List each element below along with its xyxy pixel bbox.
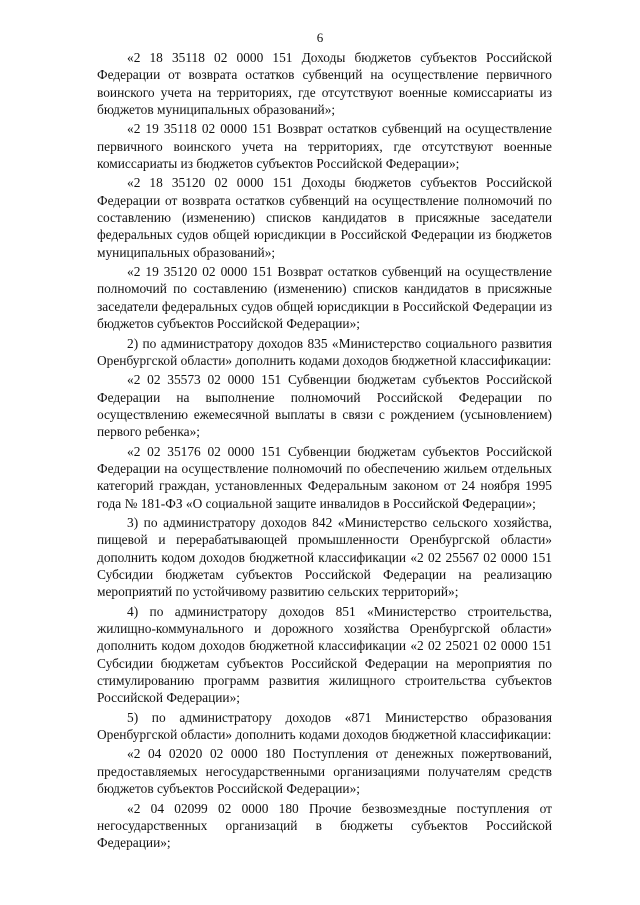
- paragraph: «2 02 35573 02 0000 151 Субвенции бюджетам субъектов Российской Федерации на выполнение полномочий Российской Федерации по осуществлению ежемесячной выплаты в связи с рождением (усыновлением) первого ребенка»;: [97, 372, 552, 440]
- paragraph: «2 18 35118 02 0000 151 Доходы бюджетов субъектов Российской Федерации от возврата остатков субвенций на осуществление первичного воинского учета на территориях, где отсутствуют военные комиссариаты из бюджетов муниципальных образований»;: [97, 50, 552, 117]
- paragraph: «2 19 35118 02 0000 151 Возврат остатков субвенций на осуществление первичного воинского учета на территориях, где отсутствуют военные комиссариаты из бюджетов субъектов Российской Федерации»;: [97, 121, 552, 171]
- page-number: 6: [316, 30, 324, 45]
- paragraph: 2) по администратору доходов 835 «Министерство социального развития Оренбургской области» дополнить кодами доходов бюджетной классификации:: [97, 335, 552, 368]
- paragraph: «2 18 35120 02 0000 151 Доходы бюджетов субъектов Российской Федерации от возврата остатков субвенций на осуществление полномочий по составлению (изменению) списков кандидатов в присяжные заседатели федеральных судов общей юрисдикции в Российской Федерации из бюджетов муниципальных образований»;: [97, 175, 552, 260]
- paragraph: 5) по администратору доходов «871 Министерство образования Оренбургской области» дополнить кодами доходов бюджетной классификации:: [97, 709, 552, 742]
- paragraph: «2 04 02099 02 0000 180 Прочие безвозмездные поступления от негосударственных организаций в бюджеты субъектов Российской Федерации»;: [97, 800, 552, 851]
- paragraph: 3) по администратору доходов 842 «Министерство сельского хозяйства, пищевой и перерабатывающей промышленности Оренбургской области» дополнить кодом доходов бюджетной классификации «2 02 25567 02 0000 151 Субсидии бюджетам субъектов Российской Федерации на реализацию мероприятий по устойчивому развитию сельских территорий»;: [97, 515, 552, 600]
- document-body: [97, 49, 552, 854]
- paragraph: 4) по администратору доходов 851 «Министерство строительства, жилищно-коммунального и дорожного хозяйства Оренбургской области» дополнить кодом доходов бюджетной классификации «2 02 25021 02 0000 151 Субсидии бюджетам субъектов Российской Федерации на мероприятия по стимулированию программ развития жилищного строительства субъектов Российской Федерации»;: [97, 603, 552, 706]
- paragraph: «2 02 35176 02 0000 151 Субвенции бюджетам субъектов Российской Федерации на осуществление полномочий по обеспечению жильем отдельных категорий граждан, установленных Федеральным законом от 24 ноября 1995 года № 181-ФЗ «О социальной защите инвалидов в Российской Федерации»;: [97, 443, 552, 511]
- paragraph: «2 04 02020 02 0000 180 Поступления от денежных пожертвований, предоставляемых негосударственными организациями получателям средств бюджетов субъектов Российской Федерации»;: [97, 746, 552, 797]
- paragraph: «2 19 35120 02 0000 151 Возврат остатков субвенций на осуществление полномочий по составлению (изменению) списков кандидатов в присяжные заседатели федеральных судов общей юрисдикции в Российской Федерации из бюджетов субъектов Российской Федерации»;: [97, 264, 552, 332]
